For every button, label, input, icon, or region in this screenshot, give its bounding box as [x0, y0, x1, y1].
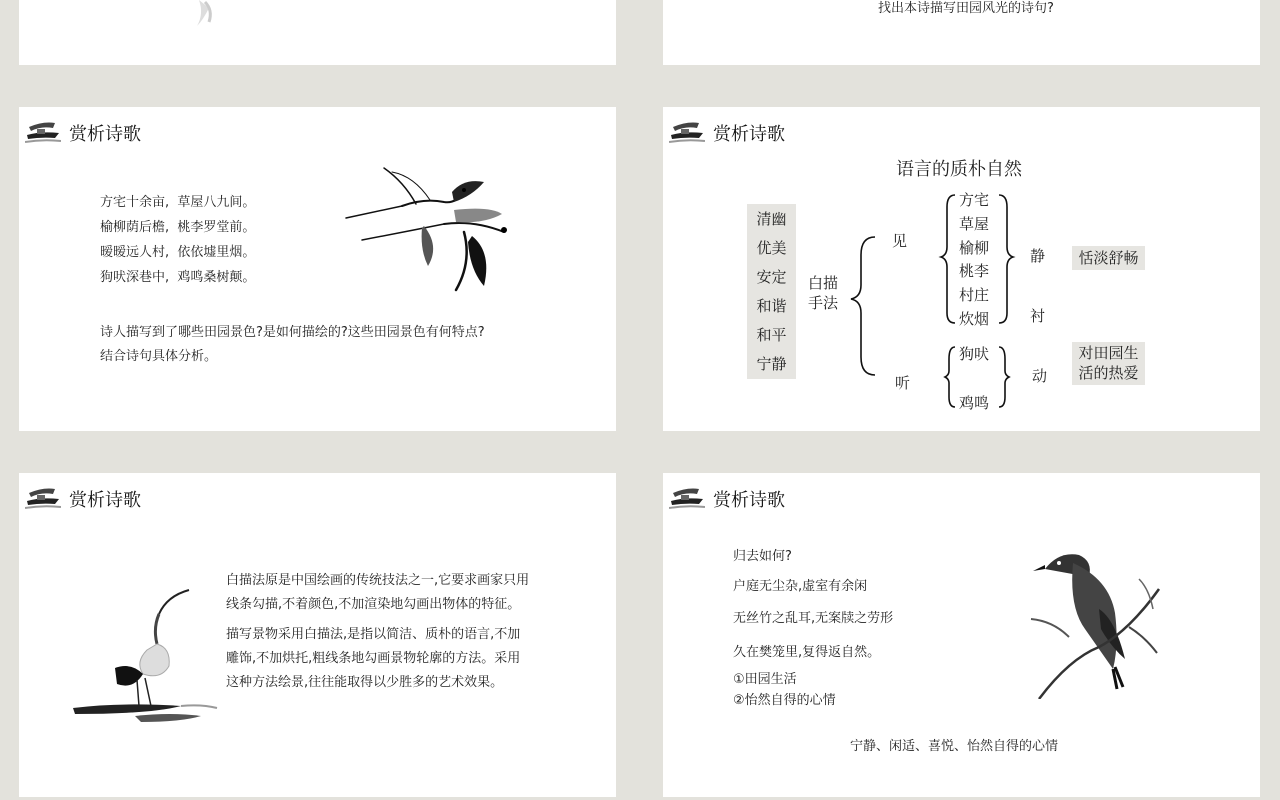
poem-line: 榆柳荫后檐, 桃李罗堂前。 — [100, 220, 256, 235]
slide-header — [25, 481, 141, 517]
poem-line: 久在樊笼里,复得返自然。 — [733, 645, 881, 660]
songbird-ink-illustration — [1029, 549, 1164, 699]
scene-item: 草屋 — [959, 214, 990, 233]
question-line: 诗人描写到了哪些田园景色?是如何描绘的?这些田园景色有何特点? — [100, 325, 485, 340]
bird-ink-fragment — [179, 0, 239, 30]
analysis-question — [100, 321, 485, 369]
question-line: 结合诗句具体分析。 — [100, 349, 218, 364]
scene-item: 村庄 — [959, 286, 990, 305]
slide-title: 赏析诗歌 — [713, 490, 785, 511]
hear-item: 鸡鸣 — [959, 394, 990, 412]
result-line: 活的热爱 — [1078, 364, 1139, 382]
method-paragraph-1 — [226, 569, 529, 617]
slide-title: 赏析诗歌 — [69, 124, 141, 145]
slide-return[interactable] — [663, 473, 1260, 797]
result-box-2 — [1072, 342, 1145, 385]
mood-word: 宁静 — [756, 355, 787, 373]
mood-word: 优美 — [756, 239, 787, 257]
mood-word: 和平 — [756, 326, 787, 344]
slide-top-right[interactable] — [663, 0, 1260, 65]
poem-line: 户庭无尘杂,虚室有余闲 — [733, 579, 868, 594]
paragraph-line: 线条勾描,不着颜色,不加渲染地勾画出物体的特征。 — [226, 597, 521, 612]
diagram-title: 语言的质朴自然 — [896, 159, 1022, 180]
poem-line: 暧暧远人村, 依依墟里烟。 — [100, 245, 256, 260]
mood-word: 安定 — [756, 268, 787, 286]
mood-word: 和谐 — [756, 297, 787, 315]
question-text: 找出本诗描写田园风光的诗句? — [878, 1, 1054, 16]
option-2: ②怡然自得的心情 — [733, 693, 836, 708]
slide-title: 赏析诗歌 — [713, 124, 785, 145]
result-line: 对田园生 — [1078, 344, 1139, 362]
slide-header — [25, 115, 141, 151]
paragraph-line: 这种方法绘景,往往能取得以少胜多的艺术效果。 — [226, 675, 504, 690]
result-box-1: 恬淡舒畅 — [1072, 246, 1145, 270]
poem-line: 方宅十余亩, 草屋八九间。 — [100, 195, 256, 210]
paragraph-line: 雕饰,不加烘托,粗线条地勾画景物轮廓的方法。采用 — [226, 651, 521, 666]
hear-label: 听 — [895, 374, 911, 392]
slide-top-left[interactable] — [19, 0, 616, 65]
poem-line: 无丝竹之乱耳,无案牍之劳形 — [733, 611, 894, 626]
poem-line: 狗吠深巷中, 鸡鸣桑树颠。 — [100, 270, 256, 285]
ink-boat-icon — [669, 485, 705, 513]
ink-boat-icon — [25, 485, 61, 513]
see-label: 见 — [892, 232, 908, 250]
scene-item: 方宅 — [959, 191, 990, 209]
heron-ink-illustration — [71, 588, 221, 728]
cranes-ink-illustration — [344, 162, 529, 297]
scene-item: 炊烟 — [959, 309, 990, 328]
method-word: 手法 — [808, 294, 839, 312]
slide-diagram[interactable] — [663, 107, 1260, 431]
return-question: 归去如何? — [733, 549, 792, 564]
slide-title: 赏析诗歌 — [69, 490, 141, 511]
slide-header — [669, 481, 785, 517]
option-1: ①田园生活 — [733, 672, 797, 687]
scene-item: 榆柳 — [959, 238, 990, 257]
slide-poem[interactable] — [19, 107, 616, 431]
slide-method[interactable] — [19, 473, 616, 797]
still-label: 静 — [1030, 247, 1046, 265]
paragraph-line: 描写景物采用白描法,是指以简洁、质朴的语言,不加 — [226, 627, 521, 642]
contrast-label: 衬 — [1030, 307, 1046, 325]
method-word: 白描 — [808, 274, 839, 292]
hear-item: 狗吠 — [959, 345, 990, 363]
summary-text: 宁静、闲适、喜悦、怡然自得的心情 — [850, 739, 1059, 754]
poem-lines — [100, 190, 255, 290]
see-items — [959, 189, 989, 332]
motion-label: 动 — [1032, 367, 1048, 385]
method-paragraph-2 — [226, 623, 520, 695]
mood-word: 清幽 — [756, 210, 787, 228]
scene-item: 桃李 — [959, 262, 990, 281]
ink-boat-icon — [25, 119, 61, 147]
paragraph-line: 白描法原是中国绘画的传统技法之一,它要求画家只用 — [226, 573, 530, 588]
